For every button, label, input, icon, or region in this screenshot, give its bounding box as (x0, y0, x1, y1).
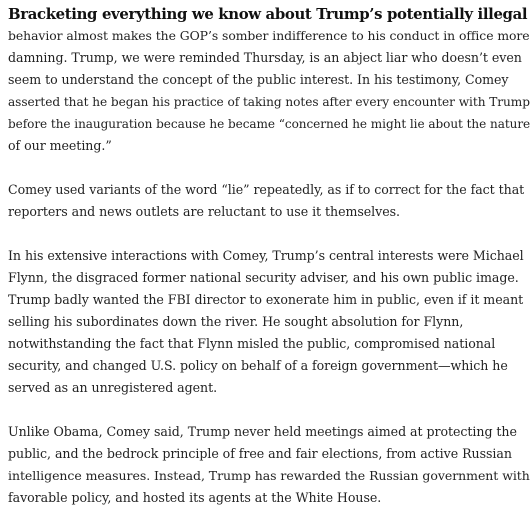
paragraph-spacer (8, 399, 530, 421)
paragraph-line: In his extensive interactions with Comey, Trump’s central interests were Michael (8, 248, 524, 263)
paragraph-line: asserted that he began his practice of taking notes after every encounter with Trump (8, 95, 530, 109)
paragraph-line: Comey used variants of the word “lie” repeatedly, as if to correct for the fact that (8, 182, 525, 197)
paragraph-line: reporters and news outlets are reluctant to use it themselves. (8, 204, 400, 219)
paragraph-4 (8, 421, 530, 509)
paragraph-3 (8, 245, 530, 399)
paragraph-line: notwithstanding the fact that Flynn misled the public, compromised national (8, 336, 496, 351)
paragraph-spacer (8, 157, 530, 179)
article-body (8, 4, 530, 509)
paragraph-line: behavior almost makes the GOP’s somber indifference to his conduct in office more (8, 28, 530, 43)
paragraph-line: damning. Trump, we were reminded Thursday, is an abject liar who doesn’t even (8, 50, 522, 65)
headline: Bracketing everything we know about Trump’s potentially illegal (8, 5, 528, 23)
paragraph-line: public, and the bedrock principle of free and fair elections, from active Russian (8, 446, 512, 461)
paragraph-line: Unlike Obama, Comey said, Trump never held meetings aimed at protecting the (8, 424, 517, 439)
paragraph-line: served as an unregistered agent. (8, 380, 218, 395)
paragraph-line: Trump badly wanted the FBI director to exonerate him in public, even if it meant (8, 292, 524, 307)
paragraph-line: of our meeting.” (8, 138, 112, 153)
paragraph-line: security, and changed U.S. policy on behalf of a foreign government—which he (8, 358, 508, 373)
paragraph-line: favorable policy, and hosted its agents at the White House. (8, 490, 382, 505)
paragraph-2 (8, 179, 530, 223)
paragraph-line: seem to understand the concept of the public interest. In his testimony, Comey (8, 72, 509, 87)
paragraph-1 (8, 25, 530, 157)
paragraph-line: before the inauguration because he became “concerned he might lie about the nature (8, 117, 530, 131)
paragraph-line: selling his subordinates down the river. He sought absolution for Flynn, (8, 314, 464, 329)
paragraph-line: intelligence measures. Instead, Trump has rewarded the Russian government with (8, 468, 530, 483)
paragraph-spacer (8, 223, 530, 245)
paragraph-line: Flynn, the disgraced former national security adviser, and his own public image. (8, 270, 519, 285)
